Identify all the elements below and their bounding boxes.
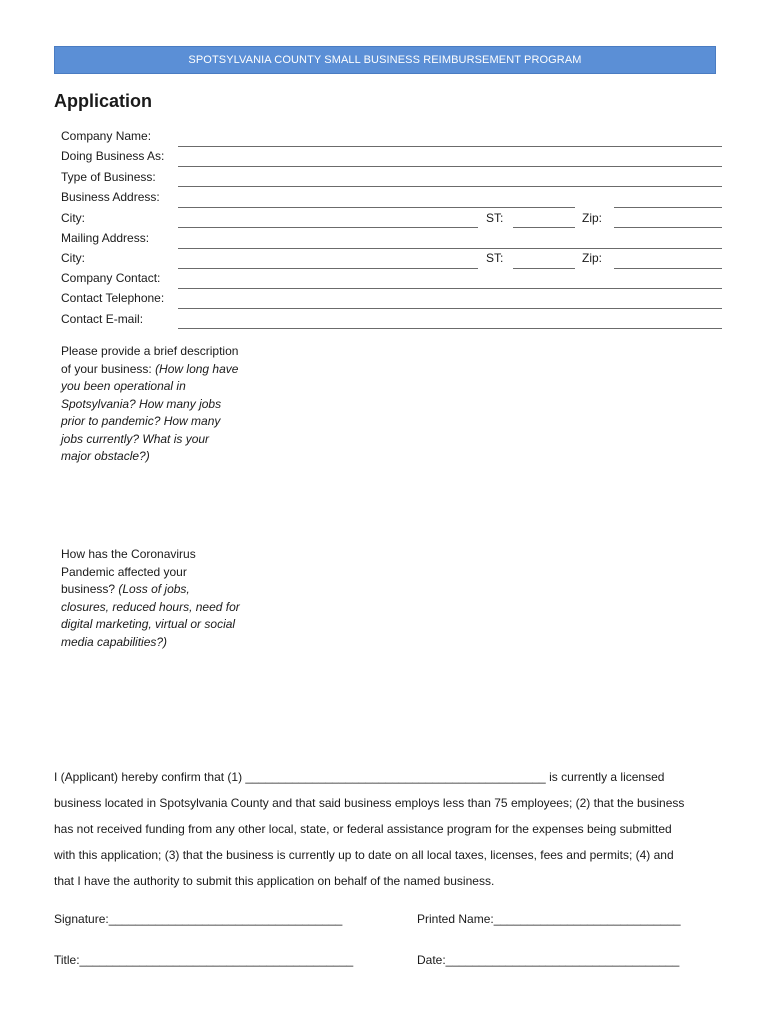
mailing-state-label: ST: (486, 251, 504, 265)
mailing-zip-label: Zip: (582, 251, 603, 265)
company-contact-label: Company Contact: (61, 271, 161, 285)
business-address-field[interactable] (178, 207, 575, 208)
contact-telephone-label: Contact Telephone: (61, 291, 165, 305)
confirmation-line-5: that I have the authority to submit this application on behalf of the named business. (54, 874, 495, 888)
city-label: City: (61, 211, 85, 225)
date-field[interactable]: Date:___________________________________ (417, 953, 680, 967)
business-address-label: Business Address: (61, 190, 160, 204)
business-description-intro: Please provide a brief description of your business: (61, 344, 239, 376)
printed-name-field[interactable]: Printed Name:____________________________ (417, 912, 681, 926)
dba-field[interactable] (178, 166, 722, 167)
mailing-state-field[interactable] (513, 268, 575, 269)
company-contact-field[interactable] (178, 288, 722, 289)
signature-field[interactable]: Signature:___________________________________ (54, 912, 343, 926)
state-label: ST: (486, 211, 504, 225)
mailing-zip-field[interactable] (614, 268, 722, 269)
confirmation-line-2: business located in Spotsylvania County and that said business employs less than 75 employees; (2) that the business (54, 796, 685, 810)
business-description-hint: (How long have you been operational in Spotsylvania? How many jobs prior to pandemic? How many jobs currently? What is your major obstacle?) (61, 361, 239, 463)
company-name-field[interactable] (178, 146, 722, 147)
title-field[interactable]: Title:_________________________________________ (54, 953, 354, 967)
city-field[interactable] (178, 227, 478, 228)
confirmation-line-4: with this application; (3) that the business is currently up to date on all local taxes, licenses, fees and permits; (4) and (54, 848, 674, 862)
zip-field[interactable] (614, 227, 722, 228)
business-type-label: Type of Business: (61, 170, 156, 184)
confirmation-line-1: I (Applicant) hereby confirm that (1) _____________________________________________ is currently a licensed (54, 770, 665, 784)
business-type-field[interactable] (178, 186, 722, 187)
page-title: Application (54, 91, 152, 111)
mailing-city-label: City: (61, 251, 85, 265)
business-address-extra-field[interactable] (614, 207, 722, 208)
dba-label: Doing Business As: (61, 149, 165, 163)
covid-impact-intro: How has the Coronavirus Pandemic affected your business? (61, 547, 196, 596)
zip-label: Zip: (582, 211, 603, 225)
business-description-prompt (61, 343, 241, 466)
contact-email-label: Contact E-mail: (61, 312, 144, 326)
mailing-address-field[interactable] (178, 248, 722, 249)
program-banner: SPOTSYLVANIA COUNTY SMALL BUSINESS REIMBURSEMENT PROGRAM (54, 46, 716, 74)
covid-impact-prompt (61, 546, 241, 651)
covid-impact-hint: (Loss of jobs, closures, reduced hours, need for digital marketing, virtual or social media capabilities?) (61, 582, 240, 649)
confirmation-line-3: has not received funding from any other local, state, or federal assistance program for the expenses being submitted (54, 822, 672, 836)
mailing-address-label: Mailing Address: (61, 231, 150, 245)
contact-telephone-field[interactable] (178, 308, 722, 309)
contact-email-field[interactable] (178, 328, 722, 329)
company-name-label: Company Name: (61, 129, 152, 143)
state-field[interactable] (513, 227, 575, 228)
mailing-city-field[interactable] (178, 268, 478, 269)
